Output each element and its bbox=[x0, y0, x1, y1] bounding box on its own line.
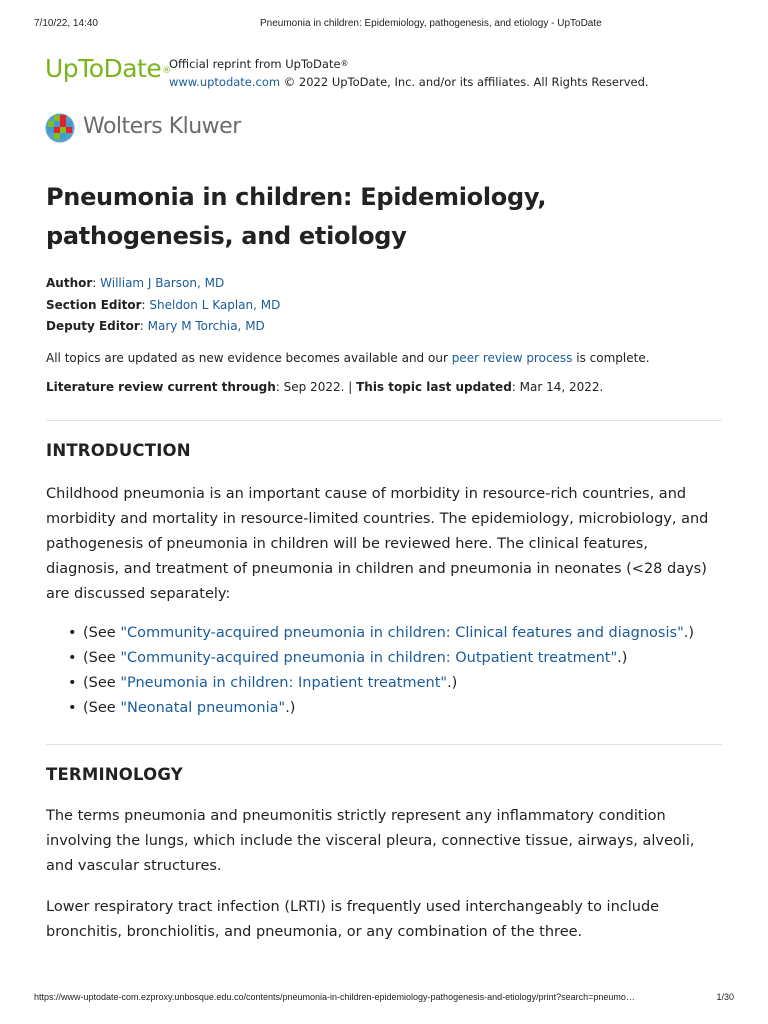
print-date: 7/10/22, 14:40 bbox=[34, 18, 98, 29]
list-item: • (See "Neonatal pneumonia".) bbox=[46, 696, 722, 721]
author-row: Author: William J Barson, MD bbox=[46, 276, 225, 290]
section-editor-row: Section Editor: Sheldon L Kaplan, MD bbox=[46, 297, 281, 312]
see-link-inpatient-treatment[interactable]: "Pneumonia in children: Inpatient treatment" bbox=[120, 675, 448, 692]
page-number: 1/30 bbox=[716, 992, 734, 1002]
reprint-reg: ® bbox=[340, 59, 349, 68]
list-item: • (See "Community-acquired pneumonia in children: Clinical features and diagnosis".) bbox=[46, 621, 722, 646]
section-editor-link[interactable]: Sheldon L Kaplan, MD bbox=[149, 297, 281, 312]
deputy-editor-link[interactable]: Mary M Torchia, MD bbox=[147, 319, 265, 333]
literature-review-label: Literature review current through bbox=[46, 379, 276, 394]
see-link-neonatal-pneumonia[interactable]: "Neonatal pneumonia" bbox=[120, 700, 286, 717]
last-updated-label: This topic last updated bbox=[356, 379, 512, 394]
bullet-icon: • bbox=[68, 624, 77, 641]
divider bbox=[46, 420, 722, 421]
article bbox=[46, 178, 722, 945]
reprint-notice bbox=[169, 55, 649, 91]
bullet-icon: • bbox=[68, 649, 77, 666]
literature-review-value: : Sep 2022. | bbox=[275, 379, 357, 394]
uptodate-logo-text: UpToDate bbox=[45, 54, 162, 83]
wolters-kluwer-text: Wolters Kluwer bbox=[83, 114, 241, 139]
print-title: Pneumonia in children: Epidemiology, pathogenesis, and etiology - UpToDate bbox=[260, 18, 602, 29]
uptodate-logo-reg: ® bbox=[162, 66, 171, 76]
terminology-paragraph-1: The terms pneumonia and pneumonitis strictly represent any inflammatory condition involving the lungs, which include the visceral pleura, connective tissue, airways, alveoli, and vascular structures. bbox=[46, 807, 695, 874]
list-item: • (See "Community-acquired pneumonia in children: Outpatient treatment".) bbox=[46, 646, 722, 671]
see-link-clinical-features[interactable]: "Community-acquired pneumonia in children: Clinical features and diagnosis" bbox=[120, 624, 684, 641]
deputy-editor-label: Deputy Editor bbox=[46, 319, 140, 333]
introduction-heading: INTRODUCTION bbox=[46, 440, 191, 460]
deputy-editor-row: Deputy Editor: Mary M Torchia, MD bbox=[46, 319, 265, 333]
author-label: Author bbox=[46, 276, 93, 290]
print-header bbox=[34, 18, 734, 32]
brand-row bbox=[45, 52, 723, 92]
bullet-icon: • bbox=[68, 675, 77, 692]
see-also-list bbox=[46, 621, 722, 722]
see-link-outpatient-treatment[interactable]: "Community-acquired pneumonia in children: Outpatient treatment" bbox=[120, 649, 618, 666]
wolters-kluwer-icon bbox=[45, 113, 75, 143]
article-title: Pneumonia in children: Epidemiology, pathogenesis, and etiology bbox=[46, 183, 547, 250]
print-footer bbox=[34, 992, 734, 1006]
update-policy-post: is complete. bbox=[572, 350, 650, 365]
update-policy bbox=[46, 349, 722, 367]
introduction-paragraph: Childhood pneumonia is an important cause of morbidity in resource-rich countries, and morbidity and mortality in resource-limited countries. The epidemiology, microbiology, and pathogenesis of pneumonia in children will be reviewed here. The clinical features, diagnosis, and treatment of pneumonia in children and pneumonia in neonates (<28 days) are discussed separately: bbox=[46, 485, 709, 602]
update-policy-pre: All topics are updated as new evidence becomes available and our bbox=[46, 350, 452, 365]
terminology-heading: TERMINOLOGY bbox=[46, 764, 183, 784]
last-updated-value: : Mar 14, 2022. bbox=[511, 379, 604, 394]
bullet-icon: • bbox=[68, 700, 77, 717]
article-authors bbox=[46, 273, 722, 338]
terminology-paragraph-2: Lower respiratory tract infection (LRTI) is frequently used interchangeably to include bronchitis, bronchiolitis, and pneumonia, or any combination of the three. bbox=[46, 898, 660, 940]
peer-review-link[interactable]: peer review process bbox=[451, 350, 573, 365]
list-item: • (See "Pneumonia in children: Inpatient treatment".) bbox=[46, 671, 722, 696]
uptodate-logo[interactable] bbox=[45, 52, 171, 86]
uptodate-site-link[interactable]: www.uptodate.com bbox=[169, 75, 281, 89]
author-link[interactable]: William J Barson, MD bbox=[100, 276, 225, 290]
literature-review-line bbox=[46, 378, 722, 396]
reprint-line: Official reprint from UpToDate bbox=[169, 57, 341, 71]
copyright-text: © 2022 UpToDate, Inc. and/or its affiliates. All Rights Reserved. bbox=[280, 75, 649, 89]
divider bbox=[46, 744, 722, 745]
section-editor-label: Section Editor bbox=[46, 297, 142, 312]
print-url: https://www-uptodate-com.ezproxy.unbosque.edu.co/contents/pneumonia-in-children-epidemiology-pathogenesis-and-etiology/print?search=pneumo… bbox=[34, 992, 635, 1002]
